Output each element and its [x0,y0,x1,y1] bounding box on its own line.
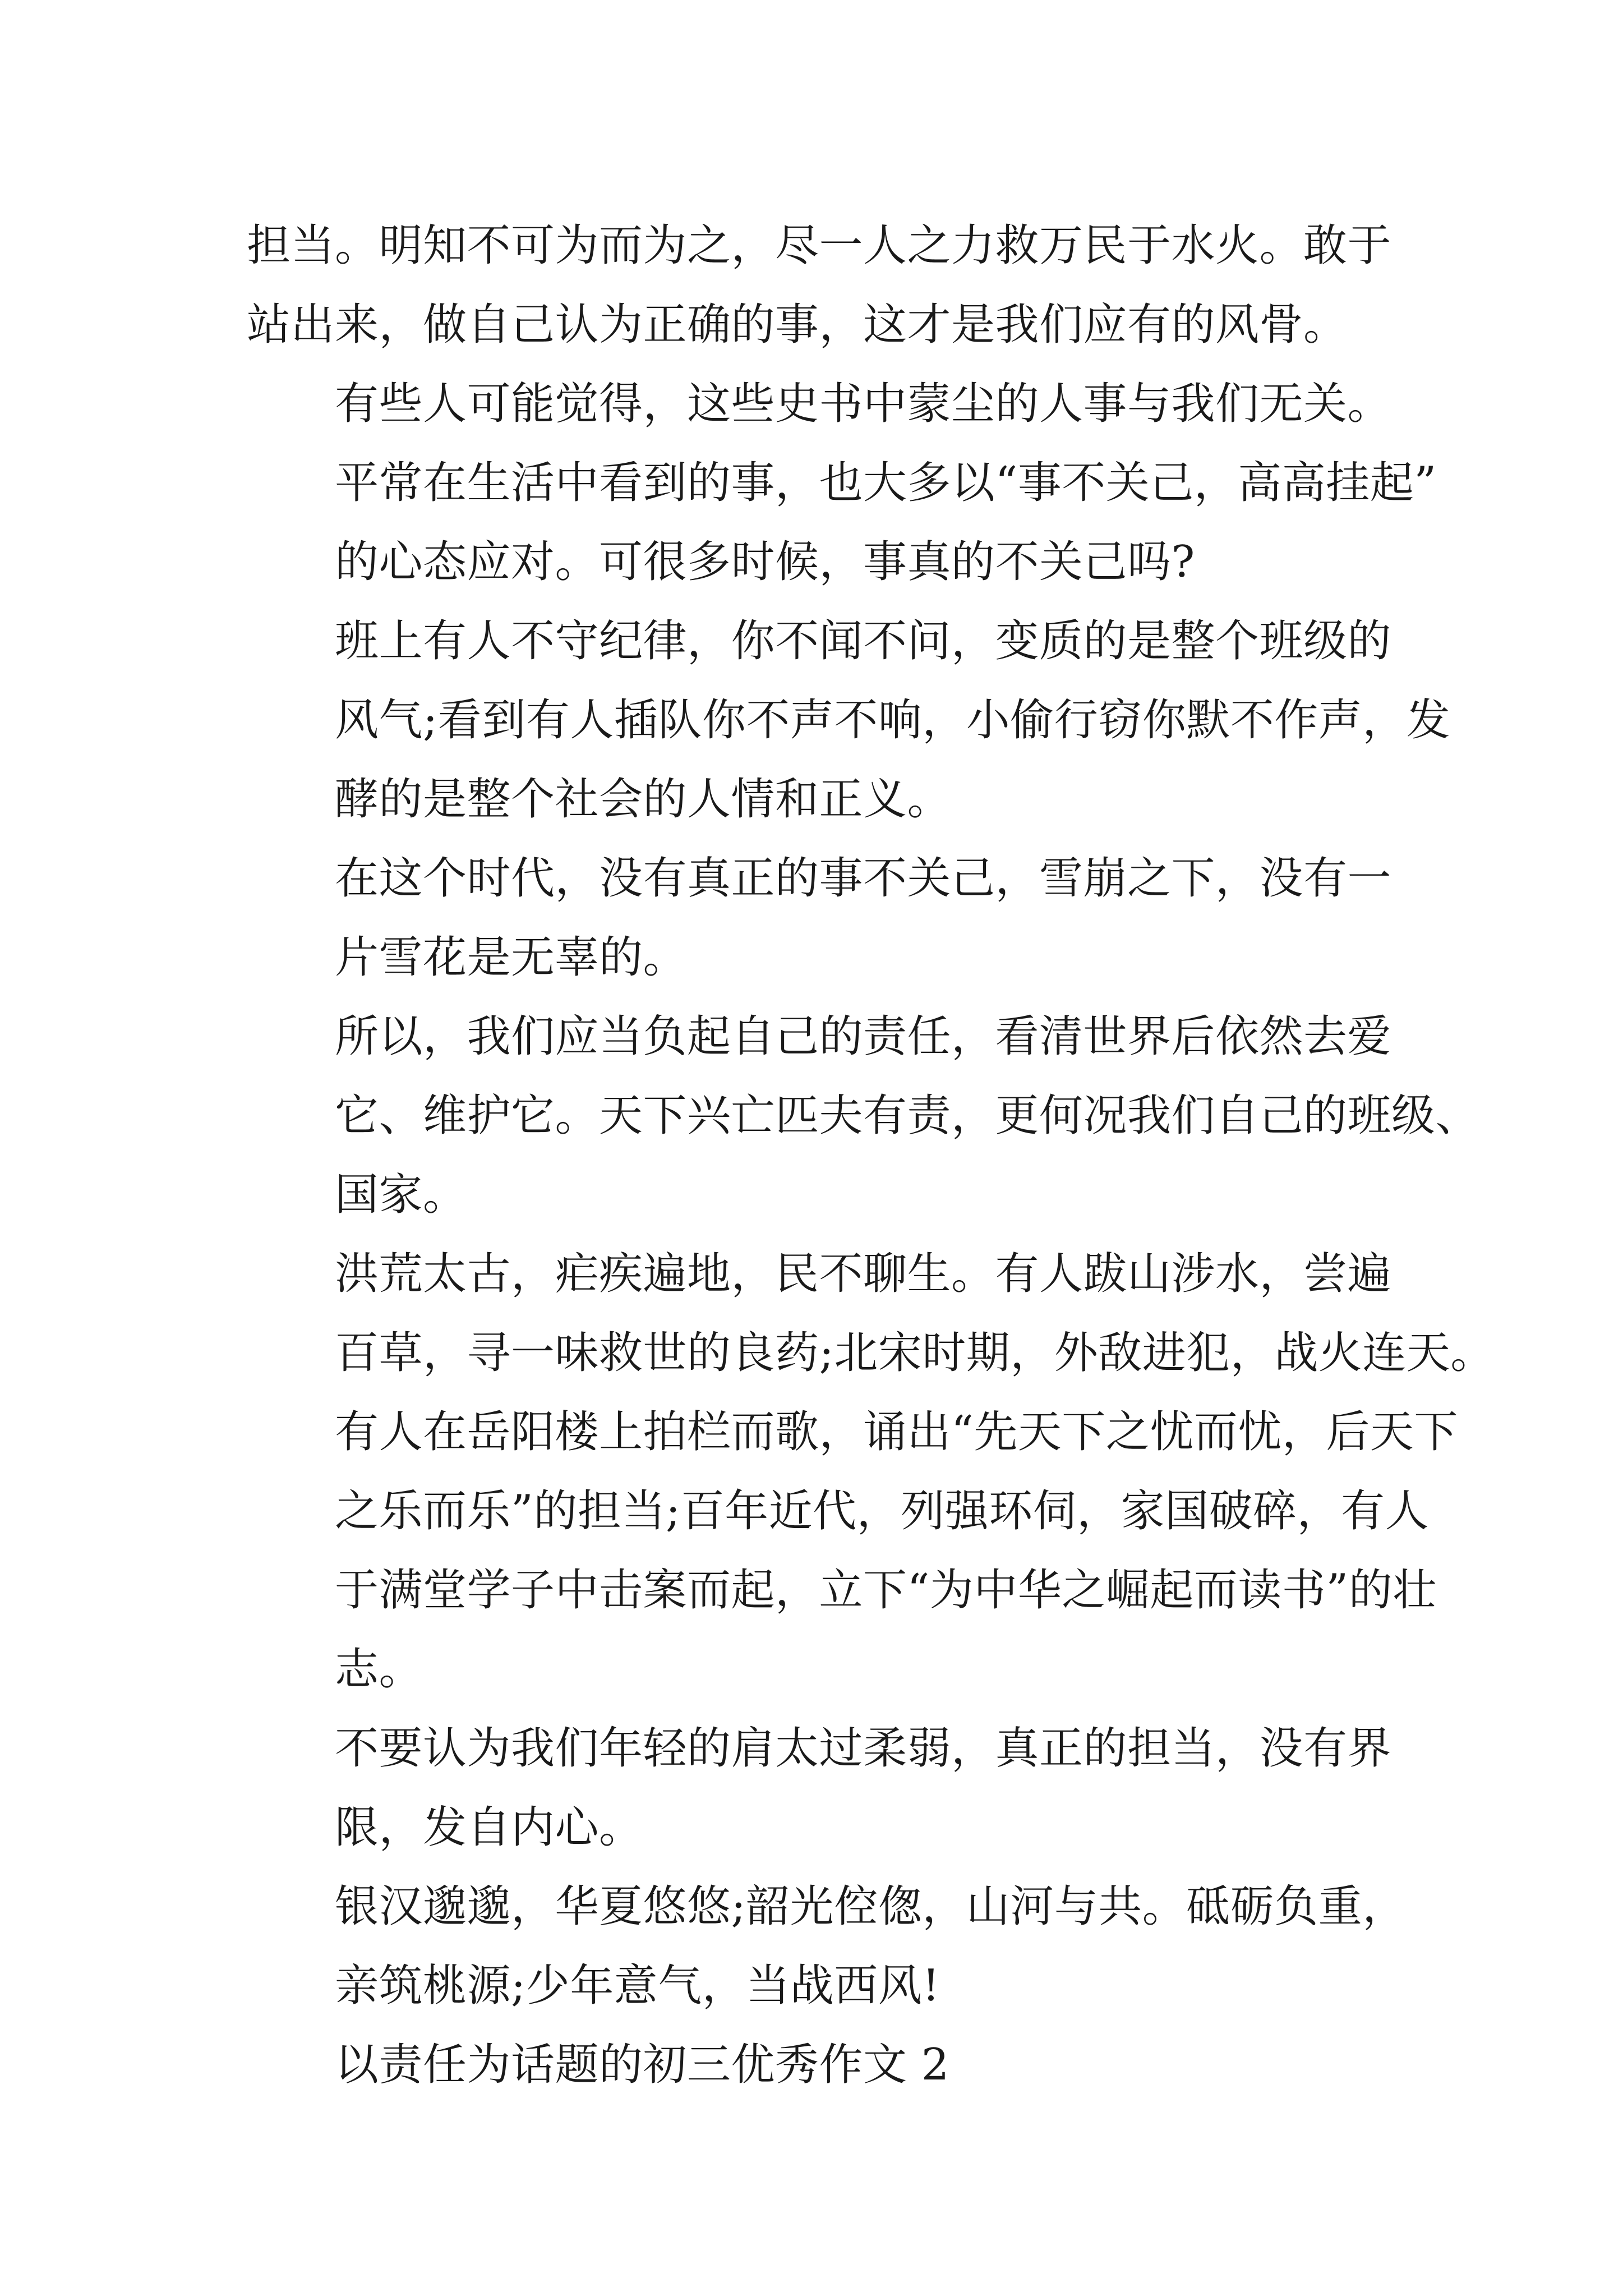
text-line: 担当。明知不可为而为之，尽一人之力救万民于水火。敢于 [247,220,1392,271]
text-line: 志。 [335,1644,423,1695]
essay-paragraph [247,839,1392,997]
text-line: 百草，寻一味救世的良药;北宋时期，外敌进犯，战火连天。 [335,1328,1495,1378]
essay-paragraph [247,997,1480,1235]
text-line: 于满堂学子中击案而起，立下“为中华之崛起而读书”的壮 [335,1565,1437,1616]
text-line: 平常在生活中看到的事，也大多以“事不关己，高高挂起” [335,458,1437,508]
text-line: 银汉邈邈，华夏悠悠;韶光倥偬，山河与共。砥砺负重， [335,1881,1407,1932]
essay-paragraph [247,602,1451,839]
text-line: 所以，我们应当负起自己的责任，看清世界后依然去爱 [335,1011,1392,1062]
text-line: 洪荒太古，疟疾遍地，民不聊生。有人跋山涉水，尝遍 [335,1249,1392,1299]
text-line: 之乐而乐”的担当;百年近代，列强环伺，家国破碎，有人 [335,1486,1430,1536]
essay-paragraph [247,2026,1385,2105]
text-line: 国家。 [335,1170,467,1220]
text-line: 有些人可能觉得，这些史书中蒙尘的人事与我们无关。 [335,379,1392,429]
essay-paragraph [247,1235,1495,1709]
text-line: 亲筑桃源;少年意气，当战西风! [335,1961,940,2011]
text-line: 风气;看到有人插队你不声不响，小偷行窃你默不作声，发 [335,695,1451,746]
text-line: 限，发自内心。 [335,1802,643,1853]
text-line: 在这个时代，没有真正的事不关己，雪崩之下，没有一 [335,853,1392,904]
text-line: 有人在岳阳楼上拍栏而歌，诵出“先天下之忧而忧，后天下 [335,1407,1458,1457]
text-line: 班上有人不守纪律，你不闻不问，变质的是整个班级的 [335,616,1392,666]
text-line: 以责任为话题的初三优秀作文 2 [335,2040,949,2090]
essay-body [247,206,1495,2105]
text-line: 站出来，做自己认为正确的事，这才是我们应有的风骨。 [247,300,1348,350]
text-line: 不要认为我们年轻的肩太过柔弱，真正的担当，没有界 [335,1723,1392,1774]
essay-paragraph [247,1709,1392,1867]
text-line: 的心态应对。可很多时候，事真的不关己吗? [335,537,1195,587]
essay-paragraph [247,365,1437,602]
essay-paragraph [247,1867,1407,2026]
text-line: 它、维护它。天下兴亡匹夫有责，更何况我们自己的班级、 [335,1091,1480,1141]
text-line: 片雪花是无辜的。 [335,932,688,983]
essay-paragraph [247,206,1392,365]
text-line: 酵的是整个社会的人情和正义。 [335,774,952,825]
